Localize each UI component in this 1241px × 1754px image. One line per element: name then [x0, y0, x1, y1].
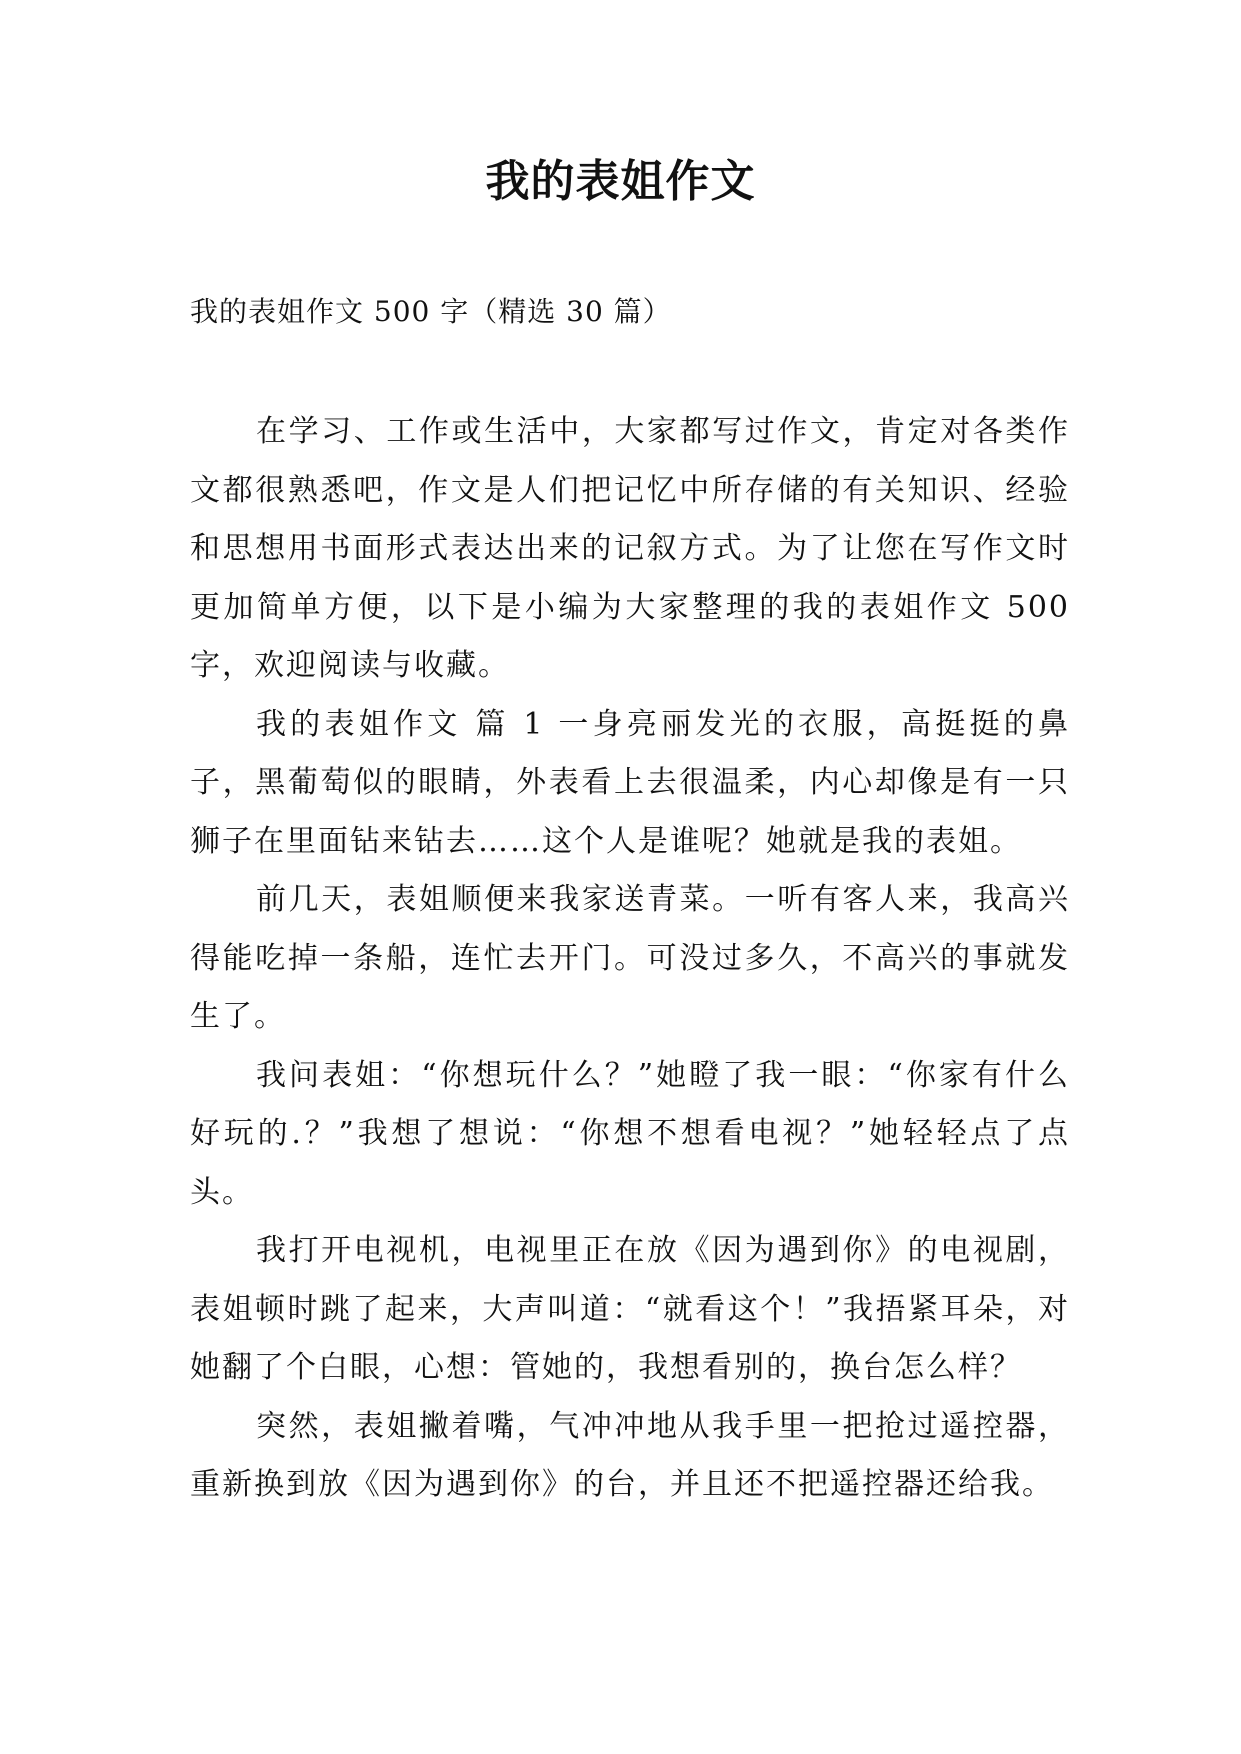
- paragraph: 前几天，表姐顺便来我家送青菜。一听有客人来，我高兴得能吃掉一条船，连忙去开门。可没过多久，不高兴的事就发生了。: [190, 882, 1070, 1034]
- document-subtitle: 我的表姐作文 500 字（精选 30 篇）: [190, 295, 672, 328]
- paragraph-intro: 在学习、工作或生活中，大家都写过作文，肯定对各类作文都很熟悉吧，作文是人们把记忆中所存储的有关知识、经验和思想用书面形式表达出来的记叙方式。为了让您在写作文时更加简单方便，以下是小编为大家整理的我的表姐作文 500 字，欢迎阅读与收藏。: [190, 414, 1070, 683]
- paragraph-essay-1-opening: 我的表姐作文 篇 1 一身亮丽发光的衣服，高挺挺的鼻子，黑葡萄似的眼睛，外表看上去很温柔，内心却像是有一只狮子在里面钻来钻去……这个人是谁呢？她就是我的表姐。: [190, 706, 1070, 859]
- paragraph: 我问表姐：“你想玩什么？”她瞪了我一眼：“你家有什么好玩的.？”我想了想说：“你想不想看电视？”她轻轻点了点头。: [190, 1057, 1070, 1210]
- document-title: 我的表姐作文: [485, 156, 756, 207]
- paragraph: 我打开电视机，电视里正在放《因为遇到你》的电视剧，表姐顿时跳了起来，大声叫道：“就看这个！”我捂紧耳朵，对她翻了个白眼，心想：管她的，我想看别的，换台怎么样？: [190, 1233, 1070, 1385]
- document-body: [190, 403, 1070, 1515]
- paragraph: 突然，表姐撇着嘴，气冲冲地从我手里一把抢过遥控器，重新换到放《因为遇到你》的台，并且还不把遥控器还给我。: [190, 1408, 1070, 1502]
